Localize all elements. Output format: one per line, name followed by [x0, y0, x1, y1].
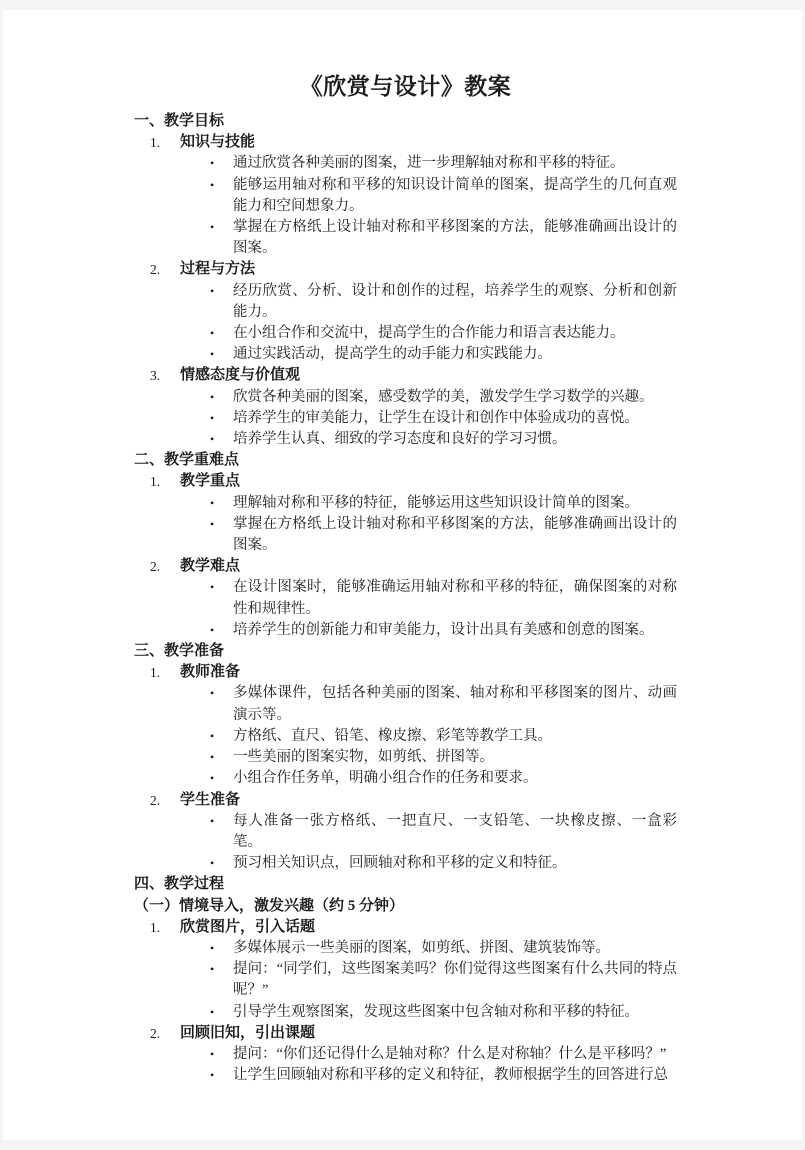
bullet-item [134, 853, 677, 874]
numbered-item [134, 259, 677, 280]
numbered-item [134, 556, 677, 577]
document-title: 《欣赏与设计》教案 [299, 74, 512, 99]
item-label: 知识与技能 [180, 134, 256, 151]
bullet-icon: • [210, 389, 215, 404]
bullet-text: 掌握在方格纸上设计轴对称和平移图案的方法，能够准确画出设计的图案。 [233, 515, 677, 554]
item-label: 教学难点 [180, 558, 241, 575]
bullet-item [134, 747, 677, 768]
bullet-icon: • [210, 432, 215, 447]
bullet-text: 每人准备一张方格纸、一把直尺、一支铅笔、一块橡皮擦、一盒彩笔。 [233, 812, 677, 850]
bullet-icon: • [210, 622, 215, 637]
bullet-item [134, 387, 677, 408]
bullet-text: 在设计图案时，能够准确运用轴对称和平移的特征，确保图案的对称性和规律性。 [233, 579, 677, 617]
numbered-item [134, 132, 677, 153]
bullet-icon: • [210, 1068, 215, 1083]
item-number: 2. [150, 559, 161, 575]
section-subheading: （一）情境导入，激发兴趣（约 5 分钟） [134, 897, 405, 914]
bullet-icon: • [210, 580, 215, 595]
bullet-text: 引导学生观察图案，发现这些图案中包含轴对称和平移的特征。 [233, 1003, 639, 1020]
bullet-text: 一些美丽的图案实物，如剪纸、拼图等。 [233, 749, 494, 766]
item-label: 教学重点 [180, 473, 241, 490]
section [134, 450, 677, 641]
bullet-text: 让学生回顾轴对称和平移的定义和特征，教师根据学生的回答进行总 [233, 1067, 668, 1084]
bullet-item [134, 768, 677, 789]
bullet-icon: • [210, 283, 215, 298]
bullet-icon: • [210, 177, 215, 192]
bullet-text: 通过欣赏各种美丽的图案，进一步理解轴对称和平移的特征。 [233, 155, 625, 172]
numbered-item [134, 1023, 677, 1044]
bullet-text: 经历欣赏、分析、设计和创作的过程，培养学生的观察、分析和创新能力。 [233, 282, 677, 320]
bullet-icon: • [210, 1004, 215, 1019]
bullet-item [134, 344, 677, 365]
item-number: 2. [150, 1025, 161, 1041]
bullet-text: 通过实践活动，提高学生的动手能力和实践能力。 [233, 346, 552, 363]
bullet-item [134, 323, 677, 344]
bullet-icon: • [210, 962, 215, 977]
bullet-text: 理解轴对称和平移的特征，能够运用这些知识设计简单的图案。 [233, 494, 639, 511]
numbered-item [134, 917, 677, 938]
bullet-icon: • [210, 220, 215, 235]
bullet-text: 预习相关知识点，回顾轴对称和平移的定义和特征。 [233, 855, 567, 872]
bullet-text: 培养学生的审美能力，让学生在设计和创作中体验成功的喜悦。 [233, 409, 639, 426]
bullet-text: 小组合作任务单，明确小组合作的任务和要求。 [233, 770, 538, 787]
section [134, 874, 677, 1086]
bullet-item [134, 153, 677, 174]
bullet-icon: • [210, 156, 215, 171]
section [134, 641, 677, 874]
bullet-item [134, 683, 677, 725]
bullet-text: 培养学生认真、细致的学习态度和良好的学习习惯。 [233, 431, 567, 448]
item-label: 学生准备 [180, 791, 241, 808]
numbered-item [134, 471, 677, 492]
item-label: 情感态度与价值观 [180, 367, 301, 384]
numbered-item [134, 365, 677, 386]
section-heading: 一、教学目标 [134, 113, 225, 129]
item-label: 过程与方法 [180, 261, 256, 278]
bullet-text: 欣赏各种美丽的图案，感受数学的美，激发学生学习数学的兴趣。 [233, 388, 654, 405]
bullet-item [134, 726, 677, 747]
bullet-text: 多媒体课件，包括各种美丽的图案、轴对称和平移图案的图片、动画演示等。 [233, 685, 677, 723]
section-heading: 二、教学重难点 [134, 452, 240, 469]
bullet-text: 培养学生的创新能力和审美能力，设计出具有美感和创意的图案。 [233, 621, 654, 638]
document-body [134, 111, 677, 1086]
bullet-item [134, 281, 677, 323]
bullet-item [134, 1065, 677, 1086]
bullet-icon: • [210, 347, 215, 362]
bullet-item [134, 620, 677, 641]
bullet-text: 多媒体展示一些美丽的图案，如剪纸、拼图、建筑装饰等。 [233, 939, 610, 956]
bullet-icon: • [210, 410, 215, 425]
bullet-icon: • [210, 1046, 215, 1061]
bullet-text: 提问：“同学们，这些图案美吗？你们觉得这些图案有什么共同的特点呢？” [233, 961, 677, 999]
item-label: 欣赏图片，引入话题 [180, 918, 316, 935]
bullet-text: 方格纸、直尺、铅笔、橡皮擦、彩笔等教学工具。 [233, 727, 552, 744]
bullet-item [134, 175, 677, 217]
bullet-icon: • [210, 516, 215, 531]
bullet-item [134, 1044, 677, 1065]
bullet-icon: • [210, 940, 215, 955]
bullet-icon: • [210, 495, 215, 510]
item-label: 教师准备 [180, 664, 241, 681]
item-number: 1. [150, 135, 161, 151]
item-number: 2. [150, 262, 161, 278]
bullet-icon: • [210, 856, 215, 871]
numbered-item [134, 662, 677, 683]
bullet-icon: • [210, 813, 215, 828]
bullet-item [134, 1002, 677, 1023]
bullet-icon: • [210, 771, 215, 786]
bullet-text: 提问：“你们还记得什么是轴对称？什么是对称轴？什么是平移吗？” [233, 1045, 667, 1062]
item-number: 1. [150, 474, 161, 490]
bullet-icon: • [210, 686, 215, 701]
item-number: 1. [150, 665, 161, 681]
item-number: 1. [150, 919, 161, 935]
bullet-item [134, 514, 677, 556]
bullet-item [134, 959, 677, 1001]
item-label: 回顾旧知，引出课题 [180, 1024, 316, 1041]
numbered-item [134, 790, 677, 811]
section-heading: 三、教学准备 [134, 643, 225, 660]
item-number: 3. [150, 368, 161, 384]
bullet-text: 能够运用轴对称和平移的知识设计简单的图案，提高学生的几何直观能力和空间想象力。 [233, 176, 677, 214]
bullet-icon: • [210, 326, 215, 341]
bullet-item [134, 408, 677, 429]
section [134, 111, 677, 450]
bullet-item [134, 577, 677, 619]
bullet-item [134, 493, 677, 514]
document-page [3, 10, 802, 1140]
bullet-text: 掌握在方格纸上设计轴对称和平移图案的方法，能够准确画出设计的图案。 [233, 219, 677, 257]
bullet-icon: • [210, 728, 215, 743]
bullet-text: 在小组合作和交流中，提高学生的合作能力和语言表达能力。 [233, 325, 625, 342]
bullet-item [134, 811, 677, 853]
item-number: 2. [150, 792, 161, 808]
bullet-item [134, 938, 677, 959]
bullet-item [134, 429, 677, 450]
section-heading: 四、教学过程 [134, 876, 225, 893]
bullet-item [134, 217, 677, 259]
bullet-icon: • [210, 750, 215, 765]
